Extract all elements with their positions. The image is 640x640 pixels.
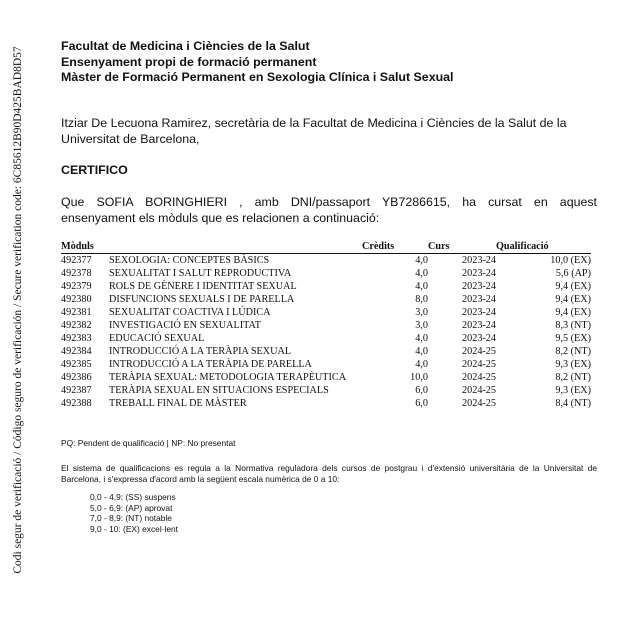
program-type: Ensenyament propi de formació permanent — [61, 54, 317, 69]
table-row — [61, 254, 591, 268]
module-grade: 5,6 (AP) — [555, 268, 591, 279]
module-name: DISFUNCIONS SEXUALS I DE PARELLA — [109, 294, 295, 305]
module-grade: 9,5 (EX) — [555, 333, 591, 344]
module-credits: 4,0 — [415, 333, 428, 344]
faculty-title: Facultat de Medicina i Ciències de la Salut — [61, 39, 310, 53]
certifico-heading: CERTIFICO — [61, 163, 128, 177]
table-row — [61, 280, 591, 293]
module-code: 492379 — [61, 281, 92, 292]
document-header — [61, 39, 454, 86]
module-name: INVESTIGACIÓ EN SEXUALITAT — [109, 320, 261, 331]
module-name: SEXOLOGIA: CONCEPTES BÀSICS — [109, 255, 270, 266]
module-credits: 4,0 — [415, 346, 428, 357]
module-name: INTRODUCCIÓ A LA TERÀPIA DE PARELLA — [109, 359, 312, 370]
module-year: 2023-24 — [462, 268, 496, 279]
table-row — [61, 267, 591, 280]
module-grade: 8,4 (NT) — [555, 398, 591, 409]
table-row — [61, 384, 591, 397]
module-year: 2023-24 — [462, 307, 496, 318]
module-year: 2024-25 — [462, 385, 496, 396]
module-grade: 8,2 (NT) — [555, 372, 591, 383]
table-row — [61, 371, 591, 384]
module-year: 2024-25 — [462, 398, 496, 409]
table-row — [61, 345, 591, 358]
module-grade: 9,3 (EX) — [555, 385, 591, 396]
module-credits: 3,0 — [415, 307, 428, 318]
table-row — [61, 293, 591, 306]
module-name: SEXUALITAT COACTIVA I LÚDICA — [109, 307, 271, 318]
module-code: 492380 — [61, 294, 92, 305]
module-year: 2023-24 — [462, 320, 496, 331]
header-curs: Curs — [428, 240, 496, 254]
module-name: SEXUALITAT I SALUT REPRODUCTIVA — [109, 268, 292, 279]
certification-statement-line1: Que SOFIA BORINGHIERI , amb DNI/passaport YB7286615, ha cursat en aquest — [61, 195, 597, 209]
header-qualificacio: Qualificació — [496, 240, 591, 254]
scale-item: 5,0 - 6,9: (AP) aprovat — [90, 502, 173, 513]
module-year: 2023-24 — [462, 294, 496, 305]
module-name: ROLS DE GÈNERE I IDENTITAT SEXUAL — [109, 281, 297, 292]
scale-item: 9,0 - 10: (EX) excel·lent — [90, 523, 178, 534]
module-credits: 3,0 — [415, 320, 428, 331]
table-row — [61, 306, 591, 319]
scale-item: 0,0 - 4,9: (SS) suspens — [90, 492, 176, 502]
grade-legend-note: PQ: Pendent de qualificació | NP: No presentat — [61, 438, 236, 448]
module-grade: 8,2 (NT) — [555, 346, 591, 357]
module-grade: 9,4 (EX) — [555, 294, 591, 305]
module-code: 492385 — [61, 359, 92, 370]
intro-paragraph: Itziar De Lecuona Ramirez, secretària de la Facultat de Medicina i Ciències de la Salut de la Universitat de Barcelona, — [61, 116, 567, 146]
module-credits: 8,0 — [415, 294, 428, 305]
module-credits: 10,0 — [410, 372, 428, 383]
module-name: EDUCACIÓ SEXUAL — [109, 333, 205, 344]
module-credits: 4,0 — [415, 255, 428, 266]
module-credits: 4,0 — [415, 359, 428, 370]
table-row — [61, 319, 591, 332]
module-grade: 9,4 (EX) — [555, 281, 591, 292]
master-title: Màster de Formació Permanent en Sexologia Clínica i Salut Sexual — [61, 70, 454, 85]
module-name: INTRODUCCIÓ A LA TERÀPIA SEXUAL — [109, 346, 292, 357]
module-code: 492384 — [61, 346, 92, 357]
module-grade: 9,3 (EX) — [555, 359, 591, 370]
module-name: TERÀPIA SEXUAL: METODOLOGIA TERAPÈUTICA — [109, 372, 347, 383]
module-year: 2024-25 — [462, 346, 496, 357]
verification-code: Codi segur de verificació / Código seguro de verificación / Secure verification code: 6C85612B90D425BAD8D57 — [12, 46, 24, 574]
module-grade: 10,0 (EX) — [550, 255, 591, 266]
module-credits: 4,0 — [415, 268, 428, 279]
module-credits: 6,0 — [415, 398, 428, 409]
module-year: 2024-25 — [462, 372, 496, 383]
module-year: 2023-24 — [462, 281, 496, 292]
module-name: TERÀPIA SEXUAL EN SITUACIONS ESPECIALS — [109, 385, 329, 396]
module-grade: 8,3 (NT) — [555, 320, 591, 331]
certification-statement-line2: ensenyament els mòduls que es relacionen a continuació: — [61, 211, 380, 225]
module-year: 2023-24 — [462, 333, 496, 344]
module-year: 2024-25 — [462, 359, 496, 370]
regulation-paragraph: El sistema de qualificacions es regula a la Normativa reguladora dels cursos de postgrau i d'extensió universitària de la Universitat de Barcelona, i s'expressa d'acord amb la següent escala numèrica de 0 a 10: — [61, 463, 597, 484]
module-code: 492381 — [61, 307, 92, 318]
module-code: 492386 — [61, 372, 92, 383]
table-row — [61, 358, 591, 371]
header-moduls: Mòduls — [61, 240, 362, 254]
module-code: 492383 — [61, 333, 92, 344]
scale-item: 7,0 - 8,9: (NT) notable — [90, 513, 172, 523]
module-code: 492378 — [61, 268, 92, 279]
module-credits: 6,0 — [415, 385, 428, 396]
module-name: TREBALL FINAL DE MÀSTER — [109, 398, 247, 409]
header-credits: Crèdits — [362, 240, 428, 254]
module-year: 2023-24 — [462, 255, 496, 266]
table-row — [61, 397, 591, 410]
table-row — [61, 332, 591, 345]
module-code: 492387 — [61, 385, 92, 396]
table-header-row — [61, 240, 591, 254]
module-code: 492388 — [61, 398, 92, 409]
module-code: 492377 — [61, 255, 92, 266]
module-credits: 4,0 — [415, 281, 428, 292]
module-code: 492382 — [61, 320, 92, 331]
module-grade: 9,4 (EX) — [555, 307, 591, 318]
grading-scale — [90, 492, 178, 534]
modules-table — [61, 240, 591, 410]
